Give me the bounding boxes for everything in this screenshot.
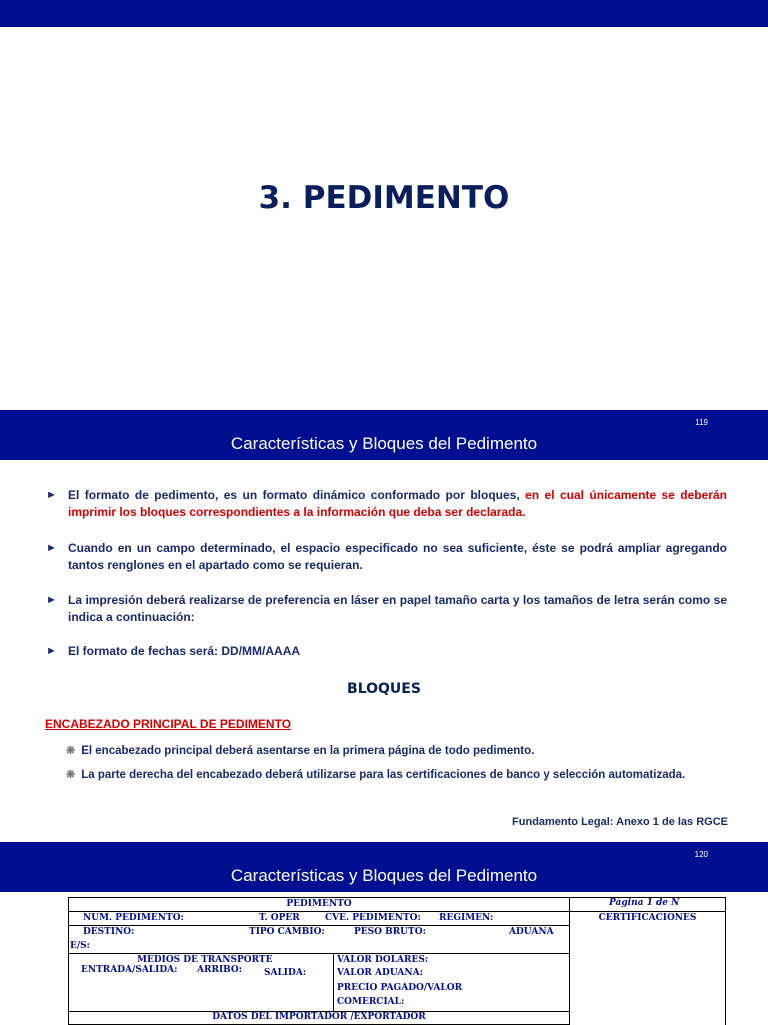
slide-header-bar: [0, 410, 768, 460]
sub-item: [66, 744, 534, 757]
bullet-item: [46, 592, 727, 626]
es-label: E/S:: [70, 941, 90, 951]
section-title: ENCABEZADO PRINCIPAL DE PEDIMENTO: [45, 717, 292, 731]
slide-header-bar: [0, 842, 768, 892]
bullet-text: Cuando en un campo determinado, el espacio especificado no sea suficiente, éste se podrá ampliar agregando tantos renglones en el apartado como se requieran.: [68, 541, 727, 572]
valor-aduana-label: VALOR ADUANA:: [337, 968, 423, 978]
aduana-label: ADUANA: [509, 927, 554, 937]
page-number: 119: [695, 418, 708, 427]
arrow-icon: ►: [46, 645, 57, 657]
t-oper-label: T. OPER: [259, 913, 300, 923]
fundamento-legal: Fundamento Legal: Anexo 1 de las RGCE: [512, 816, 728, 828]
medios-transporte-label: MEDIOS DE TRANSPORTE: [137, 955, 273, 965]
salida-label: SALIDA:: [264, 968, 307, 978]
certificaciones-label: CERTIFICACIONES: [598, 913, 697, 923]
page-number: 120: [694, 850, 708, 859]
arrow-icon: ►: [46, 489, 57, 501]
destino-label: DESTINO:: [83, 927, 135, 937]
bullet-text-highlight: en el cual únicamente se deberán imprimir los bloques correspondientes a la información que deba ser declarada.: [68, 488, 727, 519]
entrada-salida-label: ENTRADA/SALIDA:: [81, 965, 178, 975]
valor-dolares-label: VALOR DOLARES:: [337, 955, 429, 965]
pagina-label: Página 1 de N: [609, 898, 680, 908]
bullet-item: [46, 540, 727, 574]
top-bar: [0, 0, 768, 27]
pedimento-label: PEDIMENTO: [286, 899, 352, 909]
pedimento-form: [68, 897, 726, 1025]
asterisk-icon: ❋: [66, 745, 76, 757]
slide-header: Características y Bloques del Pedimento: [230, 434, 538, 453]
peso-bruto-label: PESO BRUTO:: [354, 927, 426, 937]
sub-item-text: La parte derecha del encabezado deberá utilizarse para las certificaciones de banco y selección automatizada.: [81, 769, 686, 781]
bullet-text: La impresión deberá realizarse de preferencia en láser en papel tamaño carta y los tamaños de letra serán como se indica a continuación:: [68, 593, 727, 624]
arrow-icon: ►: [46, 594, 57, 606]
regimen-label: REGIMEN:: [439, 913, 494, 923]
slide-title: 3. PEDIMENTO: [258, 180, 510, 216]
slide-header: Características y Bloques del Pedimento: [230, 866, 538, 885]
bullet-item: [46, 643, 727, 660]
arrow-icon: ►: [46, 542, 57, 554]
num-pedimento-label: NUM. PEDIMENTO:: [83, 913, 184, 923]
sub-item: [66, 768, 685, 781]
bullet-text: El formato de pedimento, es un formato dinámico conformado por bloques,: [68, 488, 526, 502]
precio-pagado-label: PRECIO PAGADO/VALOR: [337, 983, 463, 993]
arribo-label: ARRIBO:: [197, 965, 243, 975]
asterisk-icon: ❋: [66, 769, 76, 781]
bullet-item: [46, 487, 727, 521]
cve-pedimento-label: CVE. PEDIMENTO:: [325, 913, 421, 923]
bloques-heading: BLOQUES: [347, 681, 421, 697]
bullet-text: El formato de fechas será: DD/MM/AAAA: [68, 644, 301, 658]
comercial-label: COMERCIAL:: [337, 997, 405, 1007]
sub-item-text: El encabezado principal deberá asentarse en la primera página de todo pedimento.: [81, 745, 535, 757]
datos-importador-label: DATOS DEL IMPORTADOR /EXPORTADOR: [212, 1012, 426, 1022]
tipo-cambio-label: TIPO CAMBIO:: [249, 927, 325, 937]
